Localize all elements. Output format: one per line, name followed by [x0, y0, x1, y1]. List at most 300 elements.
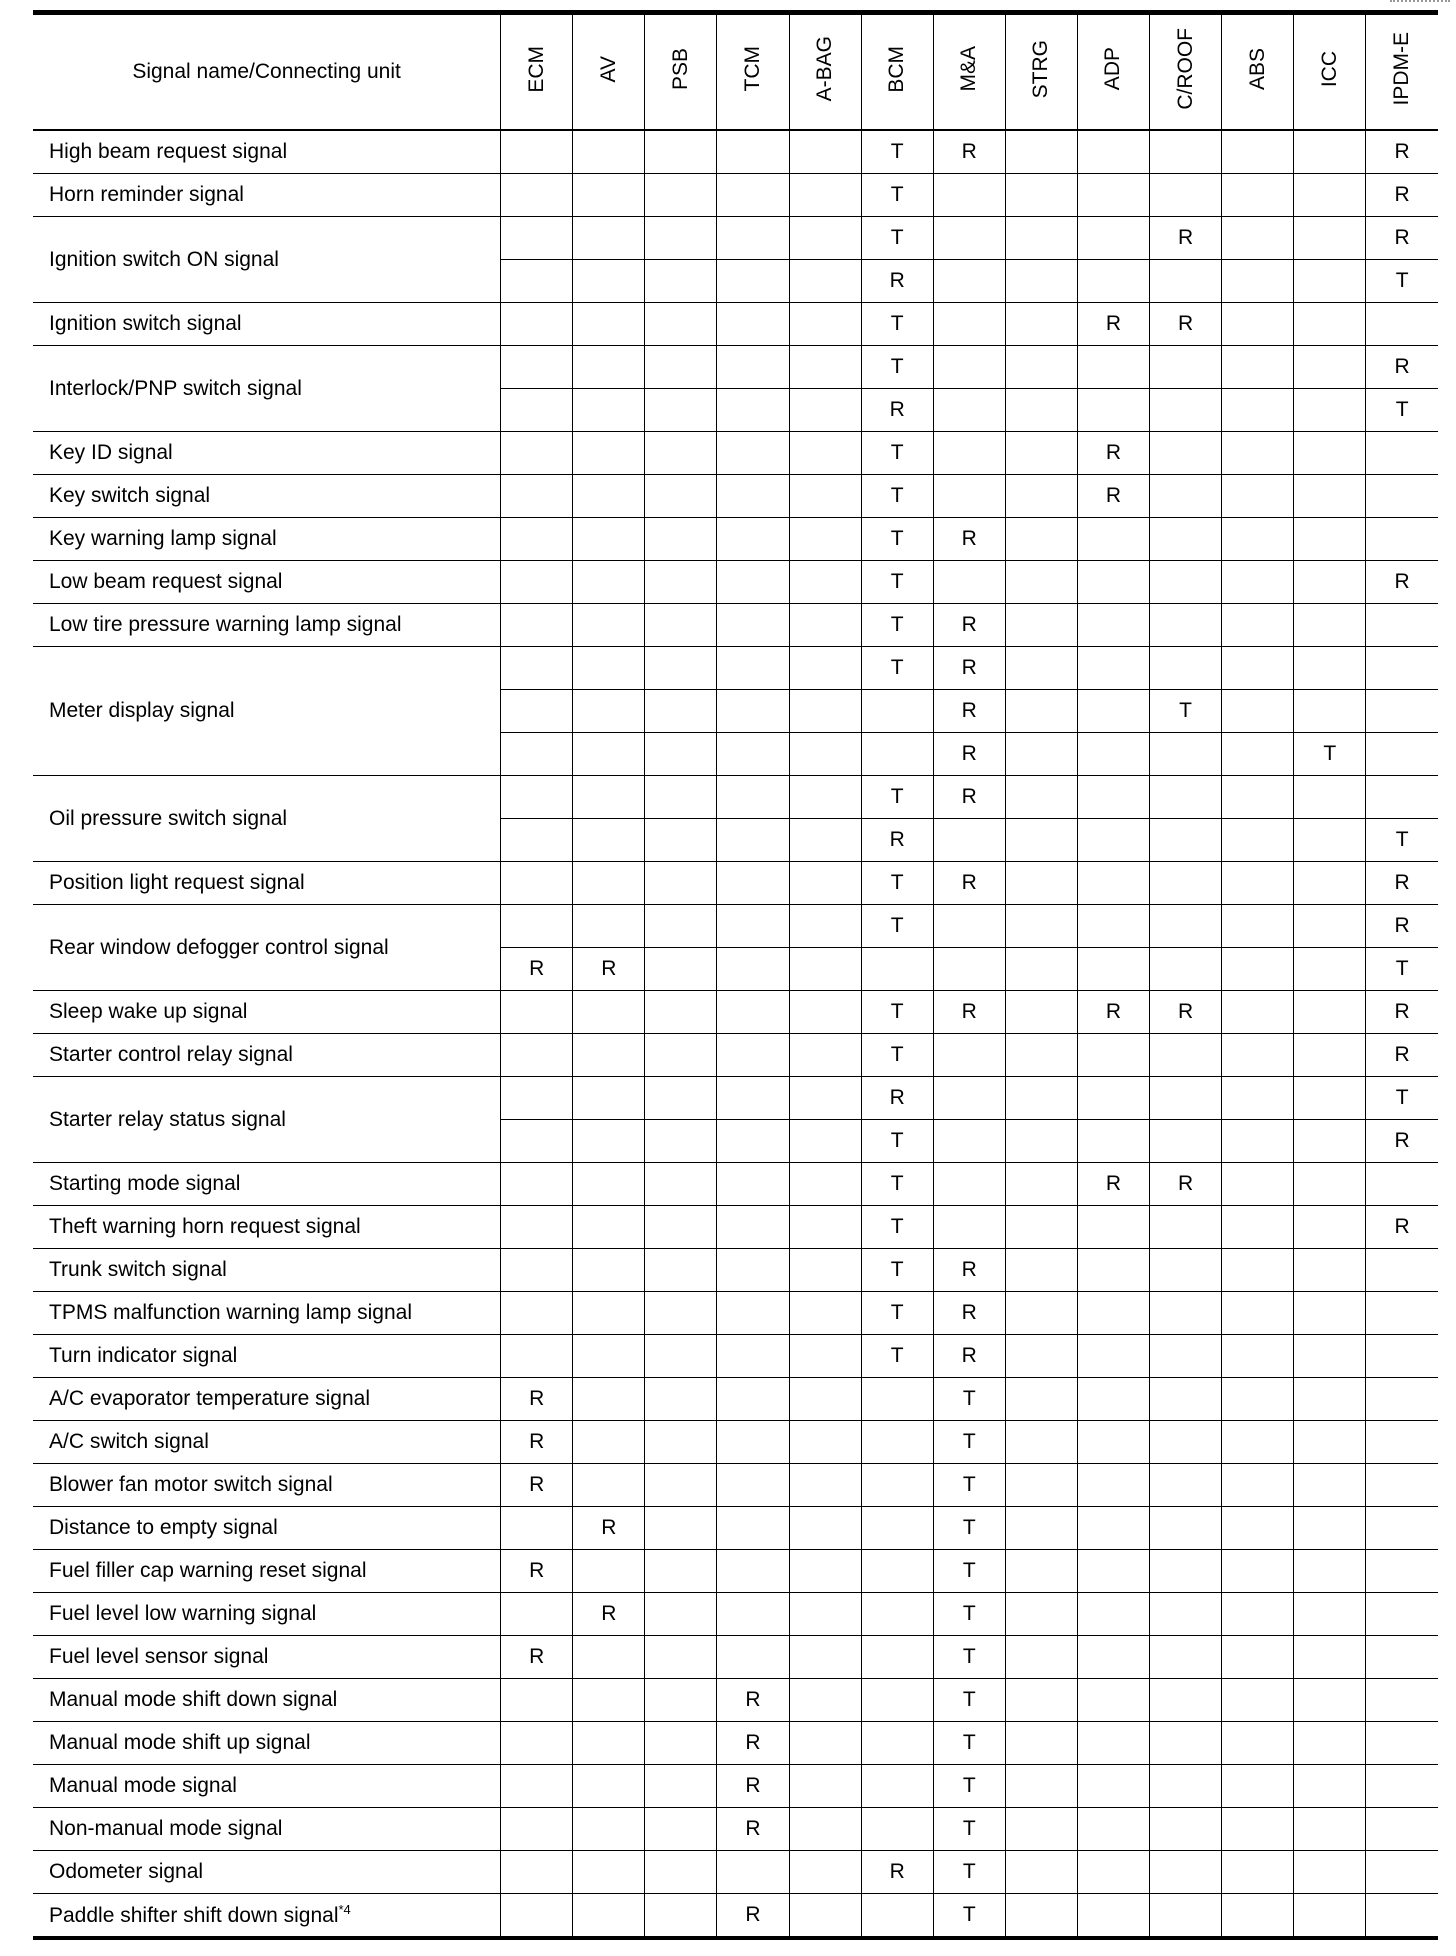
- signal-cell: [1294, 1507, 1366, 1550]
- signal-cell: [1077, 733, 1149, 776]
- signal-cell: [1222, 1894, 1294, 1937]
- signal-cell: [1150, 948, 1222, 991]
- signal-cell: [1150, 1851, 1222, 1894]
- signal-cell: [1005, 130, 1077, 174]
- signal-cell: [501, 174, 573, 217]
- signal-cell: [1005, 1464, 1077, 1507]
- signal-name-text: Starter control relay signal: [49, 1043, 293, 1066]
- signal-cell: [789, 819, 861, 862]
- signal-cell: [1077, 1851, 1149, 1894]
- unit-column-header: [1366, 15, 1438, 131]
- signal-cell: [501, 1851, 573, 1894]
- signal-cell: R: [1150, 1163, 1222, 1206]
- signal-name: [33, 1507, 501, 1550]
- signal-cell: [1294, 905, 1366, 948]
- signal-cell: [717, 733, 789, 776]
- signal-cell: [645, 1550, 717, 1593]
- signal-cell: [645, 647, 717, 690]
- signal-cell: T: [933, 1808, 1005, 1851]
- signal-cell: [1294, 1722, 1366, 1765]
- signal-cell: [573, 1851, 645, 1894]
- signal-cell: [789, 1120, 861, 1163]
- signal-cell: [645, 1163, 717, 1206]
- signal-name-text: Rear window defogger control signal: [49, 935, 389, 959]
- signal-cell: T: [861, 1249, 933, 1292]
- signal-row: [33, 1163, 1438, 1206]
- signal-cell: [645, 1120, 717, 1163]
- signal-cell: [1294, 1034, 1366, 1077]
- signal-cell: [1366, 475, 1438, 518]
- signal-cell: R: [933, 991, 1005, 1034]
- signal-cell: [645, 1851, 717, 1894]
- signal-cell: [861, 1722, 933, 1765]
- signal-row: [33, 1292, 1438, 1335]
- signal-cell: [1005, 1894, 1077, 1937]
- signal-cell: [501, 1077, 573, 1120]
- signal-cell: [1077, 1077, 1149, 1120]
- signal-cell: [501, 561, 573, 604]
- signal-cell: [717, 1464, 789, 1507]
- signal-cell: [717, 1249, 789, 1292]
- signal-cell: T: [933, 1894, 1005, 1937]
- signal-cell: T: [1366, 1077, 1438, 1120]
- signal-cell: [933, 260, 1005, 303]
- signal-cell: [861, 1636, 933, 1679]
- signal-cell: [501, 905, 573, 948]
- signal-cell: [1222, 303, 1294, 346]
- signal-cell: R: [573, 1593, 645, 1636]
- signal-cell: R: [1366, 130, 1438, 174]
- unit-label: BCM: [885, 45, 909, 93]
- signal-row: [33, 174, 1438, 217]
- signal-name: [33, 1464, 501, 1507]
- signal-cell: [1294, 303, 1366, 346]
- signal-name-text: Position light request signal: [49, 871, 305, 894]
- signal-cell: [717, 690, 789, 733]
- unit-column-header: [789, 15, 861, 131]
- signal-row: [33, 1722, 1438, 1765]
- signal-cell: R: [501, 1636, 573, 1679]
- signal-cell: [1294, 1163, 1366, 1206]
- signal-name-text: High beam request signal: [49, 140, 288, 163]
- signal-row: [33, 776, 1438, 819]
- signal-cell: [1005, 346, 1077, 389]
- signal-cell: [933, 1077, 1005, 1120]
- signal-cell: [501, 1679, 573, 1722]
- signal-cell: [717, 303, 789, 346]
- signal-cell: R: [861, 389, 933, 432]
- signal-name: [33, 1593, 501, 1636]
- signal-cell: T: [861, 862, 933, 905]
- signal-cell: T: [933, 1550, 1005, 1593]
- signal-cell: [1222, 1421, 1294, 1464]
- signal-cell: [1222, 1507, 1294, 1550]
- signal-cell: [1150, 174, 1222, 217]
- signal-cell: [1366, 604, 1438, 647]
- signal-cell: [1150, 432, 1222, 475]
- signal-name-text: A/C switch signal: [49, 1430, 209, 1453]
- signal-name: [33, 647, 501, 776]
- signal-row: [33, 1249, 1438, 1292]
- signal-cell: [1222, 647, 1294, 690]
- signal-cell: [1077, 1378, 1149, 1421]
- signal-cell: [1150, 1335, 1222, 1378]
- signal-cell: [501, 1894, 573, 1937]
- signal-cell: [1005, 1679, 1077, 1722]
- signal-cell: R: [1366, 174, 1438, 217]
- signal-cell: R: [1150, 217, 1222, 260]
- signal-row: [33, 1378, 1438, 1421]
- signal-cell: [1294, 1249, 1366, 1292]
- signal-cell: [1294, 819, 1366, 862]
- unit-column-header: [933, 15, 1005, 131]
- signal-cell: [1366, 1335, 1438, 1378]
- signal-cell: [1150, 1593, 1222, 1636]
- signal-cell: [1005, 561, 1077, 604]
- signal-cell: [645, 1249, 717, 1292]
- signal-name: [33, 1077, 501, 1163]
- signal-cell: [1150, 604, 1222, 647]
- signal-cell: [789, 1163, 861, 1206]
- signal-cell: [645, 1765, 717, 1808]
- unit-label: ECM: [524, 45, 548, 93]
- signal-cell: [1150, 1464, 1222, 1507]
- signal-cell: [573, 1464, 645, 1507]
- signal-cell: [933, 1120, 1005, 1163]
- unit-column-header: [1150, 15, 1222, 131]
- signal-cell: [573, 432, 645, 475]
- signal-cell: [1150, 1077, 1222, 1120]
- signal-cell: [501, 346, 573, 389]
- signal-cell: [1077, 647, 1149, 690]
- signal-row: [33, 346, 1438, 389]
- signal-cell: [1222, 991, 1294, 1034]
- signal-cell: [1005, 1034, 1077, 1077]
- signal-cell: [1005, 1636, 1077, 1679]
- signal-cell: T: [861, 1206, 933, 1249]
- signal-cell: [501, 991, 573, 1034]
- signal-cell: [1077, 174, 1149, 217]
- signal-cell: [501, 1249, 573, 1292]
- signal-cell: R: [933, 776, 1005, 819]
- signal-cell: [1366, 1292, 1438, 1335]
- unit-label: ABS: [1245, 47, 1269, 91]
- signal-cell: [1005, 260, 1077, 303]
- signal-cell: [1294, 1593, 1366, 1636]
- signal-cell: [1294, 1077, 1366, 1120]
- signal-cell: R: [933, 733, 1005, 776]
- signal-cell: [573, 819, 645, 862]
- signal-cell: [933, 948, 1005, 991]
- signal-cell: [789, 174, 861, 217]
- signal-name-text: Non-manual mode signal: [49, 1817, 283, 1840]
- signal-cell: [789, 1206, 861, 1249]
- signal-cell: [573, 1636, 645, 1679]
- signal-cell: R: [501, 1550, 573, 1593]
- signal-cell: [1222, 1679, 1294, 1722]
- signal-name: [33, 130, 501, 174]
- signal-cell: [717, 1378, 789, 1421]
- signal-cell: [573, 217, 645, 260]
- signal-name: [33, 1249, 501, 1292]
- signal-cell: [1222, 862, 1294, 905]
- signal-row: [33, 862, 1438, 905]
- signal-cell: [1005, 819, 1077, 862]
- signal-cell: [861, 1378, 933, 1421]
- signal-cell: T: [861, 303, 933, 346]
- signal-cell: [645, 1206, 717, 1249]
- signal-cell: [717, 1851, 789, 1894]
- signal-cell: [573, 905, 645, 948]
- signal-cell: R: [1077, 303, 1149, 346]
- signal-cell: [1005, 1765, 1077, 1808]
- signal-cell: [1222, 1593, 1294, 1636]
- signal-cell: [1150, 1507, 1222, 1550]
- signal-cell: R: [1366, 346, 1438, 389]
- signal-cell: R: [717, 1679, 789, 1722]
- unit-column-header: [1077, 15, 1149, 131]
- signal-cell: [1150, 260, 1222, 303]
- signal-cell: [501, 1120, 573, 1163]
- signal-cell: [1222, 518, 1294, 561]
- signal-cell: [1150, 647, 1222, 690]
- signal-cell: [861, 1507, 933, 1550]
- signal-cell: T: [1366, 389, 1438, 432]
- signal-name-text: Fuel level low warning signal: [49, 1602, 317, 1625]
- signal-cell: [1366, 733, 1438, 776]
- unit-label: AV: [596, 55, 620, 83]
- signal-cell: [1294, 518, 1366, 561]
- signal-name: [33, 561, 501, 604]
- signal-cell: [1005, 1593, 1077, 1636]
- signal-cell: [1222, 346, 1294, 389]
- signal-cell: [1294, 1464, 1366, 1507]
- unit-column-header: [501, 15, 573, 131]
- signal-cell: [1005, 604, 1077, 647]
- signal-cell: [1005, 1206, 1077, 1249]
- signal-cell: R: [573, 948, 645, 991]
- signal-name: [33, 1335, 501, 1378]
- signal-cell: [1366, 518, 1438, 561]
- signal-cell: [645, 1077, 717, 1120]
- signal-name: [33, 1550, 501, 1593]
- signal-cell: [789, 1335, 861, 1378]
- signal-cell: [1222, 1120, 1294, 1163]
- signal-cell: T: [861, 561, 933, 604]
- signal-cell: [1294, 1765, 1366, 1808]
- signal-name-text: A/C evaporator temperature signal: [49, 1387, 370, 1410]
- signal-row: [33, 1808, 1438, 1851]
- signal-row: [33, 1894, 1438, 1937]
- signal-cell: [1294, 1335, 1366, 1378]
- signal-cell: T: [933, 1722, 1005, 1765]
- signal-cell: R: [501, 1464, 573, 1507]
- signal-row: [33, 432, 1438, 475]
- signal-cell: [645, 604, 717, 647]
- signal-cell: [1150, 130, 1222, 174]
- signal-cell: R: [573, 1507, 645, 1550]
- signal-cell: [1077, 1249, 1149, 1292]
- signal-cell: [1077, 905, 1149, 948]
- signal-cell: R: [1150, 991, 1222, 1034]
- signal-cell: R: [1366, 905, 1438, 948]
- signal-cell: [1005, 518, 1077, 561]
- signal-row: [33, 1077, 1438, 1120]
- signal-cell: [501, 1335, 573, 1378]
- signal-cell: R: [861, 819, 933, 862]
- signal-cell: [645, 561, 717, 604]
- signal-cell: [501, 690, 573, 733]
- signal-name-text: Key switch signal: [49, 484, 211, 507]
- signal-cell: [645, 905, 717, 948]
- signal-cell: [789, 1378, 861, 1421]
- signal-name-text: Meter display signal: [49, 699, 235, 722]
- signal-name-text: TPMS malfunction warning lamp signal: [49, 1301, 412, 1324]
- signal-cell: [1366, 776, 1438, 819]
- signal-cell: [573, 1722, 645, 1765]
- signal-cell: [1294, 776, 1366, 819]
- signal-name: [33, 905, 501, 991]
- unit-label: A-BAG: [813, 36, 837, 102]
- signal-cell: R: [1366, 1206, 1438, 1249]
- signal-cell: [861, 690, 933, 733]
- unit-label: M&A: [957, 46, 981, 92]
- signal-cell: [789, 217, 861, 260]
- signal-cell: [1005, 1120, 1077, 1163]
- signal-cell: [717, 776, 789, 819]
- signal-cell: [645, 174, 717, 217]
- signal-cell: R: [717, 1722, 789, 1765]
- signal-name: [33, 1636, 501, 1679]
- signal-cell: [789, 776, 861, 819]
- signal-cell: T: [1366, 948, 1438, 991]
- signal-cell: [1294, 346, 1366, 389]
- signal-cell: [789, 1765, 861, 1808]
- unit-label: IPDM-E: [1390, 32, 1414, 106]
- signal-cell: [1222, 1808, 1294, 1851]
- signal-cell: [717, 948, 789, 991]
- signal-cell: [1366, 1808, 1438, 1851]
- signal-cell: [1005, 475, 1077, 518]
- signal-cell: [1294, 690, 1366, 733]
- signal-cell: T: [861, 346, 933, 389]
- signal-cell: [717, 130, 789, 174]
- signal-cell: T: [861, 432, 933, 475]
- signal-cell: [1222, 260, 1294, 303]
- signal-cell: T: [933, 1421, 1005, 1464]
- signal-cell: [933, 1163, 1005, 1206]
- signal-cell: [861, 1765, 933, 1808]
- signal-cell: [1150, 1765, 1222, 1808]
- signal-cell: [573, 1034, 645, 1077]
- signal-cell: [1294, 991, 1366, 1034]
- unit-label: ADP: [1101, 47, 1125, 91]
- signal-cell: R: [1077, 1163, 1149, 1206]
- signal-cell: R: [1077, 991, 1149, 1034]
- signal-cell: [789, 690, 861, 733]
- signal-cell: [1294, 948, 1366, 991]
- signal-cell: [789, 1034, 861, 1077]
- signal-row: [33, 1765, 1438, 1808]
- can-communication-signal-chart: [33, 10, 1438, 1940]
- unit-column-header: [1294, 15, 1366, 131]
- signal-cell: [1077, 217, 1149, 260]
- signal-cell: [717, 1636, 789, 1679]
- signal-cell: [645, 432, 717, 475]
- signal-row: [33, 1679, 1438, 1722]
- signal-name-text: Ignition switch signal: [49, 312, 242, 335]
- signal-cell: [1294, 174, 1366, 217]
- signal-cell: [933, 174, 1005, 217]
- signal-cell: R: [933, 1249, 1005, 1292]
- signal-cell: T: [861, 905, 933, 948]
- signal-cell: R: [1366, 862, 1438, 905]
- signal-cell: [1366, 1249, 1438, 1292]
- signal-cell: [1150, 1636, 1222, 1679]
- signal-cell: T: [933, 1507, 1005, 1550]
- signal-row: [33, 1206, 1438, 1249]
- signal-cell: [1366, 1851, 1438, 1894]
- signal-cell: [573, 1077, 645, 1120]
- signal-row: [33, 905, 1438, 948]
- signal-cell: [573, 1292, 645, 1335]
- signal-cell: [573, 389, 645, 432]
- signal-cell: [1005, 991, 1077, 1034]
- signal-cell: T: [933, 1765, 1005, 1808]
- signal-cell: [1150, 1120, 1222, 1163]
- signal-cell: [789, 1679, 861, 1722]
- signal-cell: T: [933, 1593, 1005, 1636]
- signal-cell: [1366, 647, 1438, 690]
- unit-column-header: [717, 15, 789, 131]
- signal-name: [33, 217, 501, 303]
- signal-cell: [573, 561, 645, 604]
- signal-name: [33, 1722, 501, 1765]
- signal-cell: [1222, 690, 1294, 733]
- signal-cell: [933, 561, 1005, 604]
- signal-cell: [1077, 1765, 1149, 1808]
- signal-cell: [1294, 604, 1366, 647]
- signal-name: [33, 1206, 501, 1249]
- signal-cell: T: [861, 1335, 933, 1378]
- signal-cell: T: [861, 647, 933, 690]
- signal-cell: [573, 130, 645, 174]
- signal-cell: [501, 1163, 573, 1206]
- signal-cell: [933, 819, 1005, 862]
- signal-cell: [645, 1679, 717, 1722]
- signal-cell: [645, 475, 717, 518]
- signal-cell: [1294, 389, 1366, 432]
- unit-column-header: [645, 15, 717, 131]
- signal-cell: [1005, 217, 1077, 260]
- signal-cell: [1150, 733, 1222, 776]
- signal-cell: R: [1077, 432, 1149, 475]
- signal-cell: [573, 1163, 645, 1206]
- signal-cell: T: [861, 174, 933, 217]
- signal-cell: [1077, 1722, 1149, 1765]
- signal-cell: R: [861, 1077, 933, 1120]
- signal-cell: [1150, 1550, 1222, 1593]
- signal-cell: [1005, 389, 1077, 432]
- signal-name-text: Theft warning horn request signal: [49, 1215, 361, 1238]
- unit-label: PSB: [668, 47, 692, 91]
- signal-name: [33, 303, 501, 346]
- signal-cell: [789, 991, 861, 1034]
- signal-cell: [717, 819, 789, 862]
- signal-cell: [1005, 174, 1077, 217]
- signal-cell: [573, 346, 645, 389]
- signal-cell: [1222, 561, 1294, 604]
